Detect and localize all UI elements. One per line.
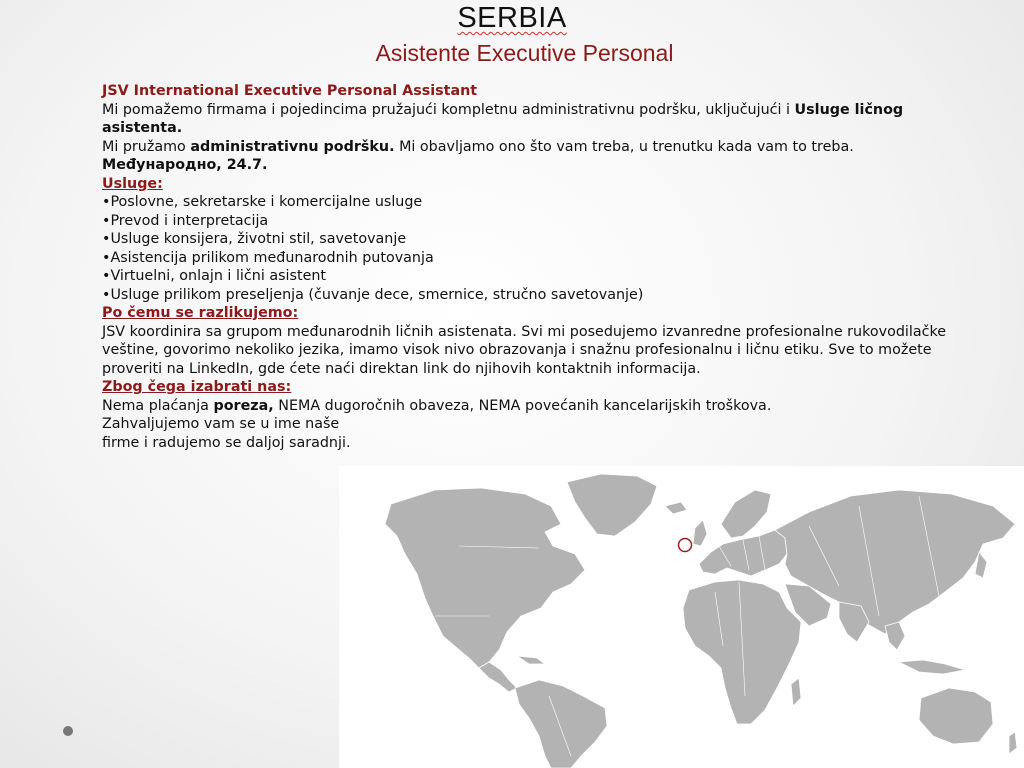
intro-line-1 [102, 101, 972, 138]
service-item: • Usluge prilikom preseljenja (čuvanje dece, smernice, stručno savetovanje) [102, 286, 972, 305]
content-block [102, 82, 972, 452]
service-item: • Virtuelni, onlajn i lični asistent [102, 267, 972, 286]
se-asia-shape [885, 622, 905, 650]
europe-shape [699, 530, 787, 576]
uk-shape [693, 520, 707, 546]
intro-line-2-bold: administrativnu podršku. [190, 138, 395, 155]
caribbean-shape [517, 656, 545, 664]
why-text-a: Nema plaćanja [102, 397, 214, 414]
madagascar-shape [791, 678, 801, 706]
central-america-shape [479, 662, 517, 692]
intro-line-2 [102, 138, 972, 157]
greenland-shape [567, 474, 657, 536]
why-text-b: NEMA dugoročnih obaveza, NEMA povećanih kancelarijskih troškova. [273, 397, 772, 414]
world-map-svg [339, 466, 1024, 768]
serbia-marker [679, 539, 692, 552]
australia-shape [919, 688, 993, 744]
slide-title-text: SERBIA [457, 2, 567, 34]
thanks-line-2: firme i radujemo se daljoj saradnji. [102, 434, 351, 451]
intro-line-1-text: Mi pomažemo firmama i pojedincima pružajući kompletnu administrativnu podršku, uključujući i [102, 101, 795, 118]
intro-line-1-bold: Usluge ličnog asistenta. [102, 101, 904, 136]
why-heading: Zbog čega izabrati nas: [102, 379, 292, 395]
services-heading: Usluge: [102, 175, 163, 192]
why-text [102, 397, 972, 416]
iceland-shape [665, 502, 687, 514]
intro-heading: JSV International Executive Personal Assistant [102, 83, 478, 99]
thanks-line-1: Zahvaljujemo vam se u ime naše [102, 416, 340, 432]
slide-subtitle: Asistente Executive Personal [375, 40, 674, 66]
indonesia-shape [899, 660, 965, 674]
new-zealand-shape [1009, 732, 1017, 754]
why-text-bold: poreza, [213, 397, 274, 414]
intro-line-2-text-a: Mi pružamo [102, 138, 191, 155]
world-map [339, 466, 1024, 768]
difference-text: JSV koordinira sa grupom međunarodnih ličnih asistenata. Svi mi posedujemo izvanredne profesionalne rukovodilačke veštine, govorimo nekoliko jezika, imamo visok nivo obrazovanja i snažnu profesionalnu i ličnu etiku. Sve to možete proveriti na LinkedIn, gde ćete naći direktan link do njihovih kontaktnih informacija. [102, 323, 947, 377]
scandinavia-shape [721, 490, 771, 538]
slide-title [0, 2, 1024, 35]
south-america-shape [515, 680, 607, 768]
service-item: • Poslovne, sekretarske i komercijalne usluge [102, 193, 972, 212]
service-item: • Usluge konsijera, životni stil, savetovanje [102, 230, 972, 249]
africa-shape [683, 580, 801, 724]
difference-heading: Po čemu se razlikujemo: [102, 305, 299, 321]
slide-bullet-dot [63, 726, 73, 736]
intro-line-2-text-b: Mi obavljamo ono što vam treba, u trenutku kada vam to treba. [394, 138, 854, 155]
service-item: • Prevod i interpretacija [102, 212, 972, 231]
services-list [102, 193, 972, 304]
north-america-shape [385, 488, 585, 668]
intro-line-3: Međународно, 24.7. [102, 157, 268, 173]
service-item: • Asistencija prilikom međunarodnih putovanja [102, 249, 972, 268]
